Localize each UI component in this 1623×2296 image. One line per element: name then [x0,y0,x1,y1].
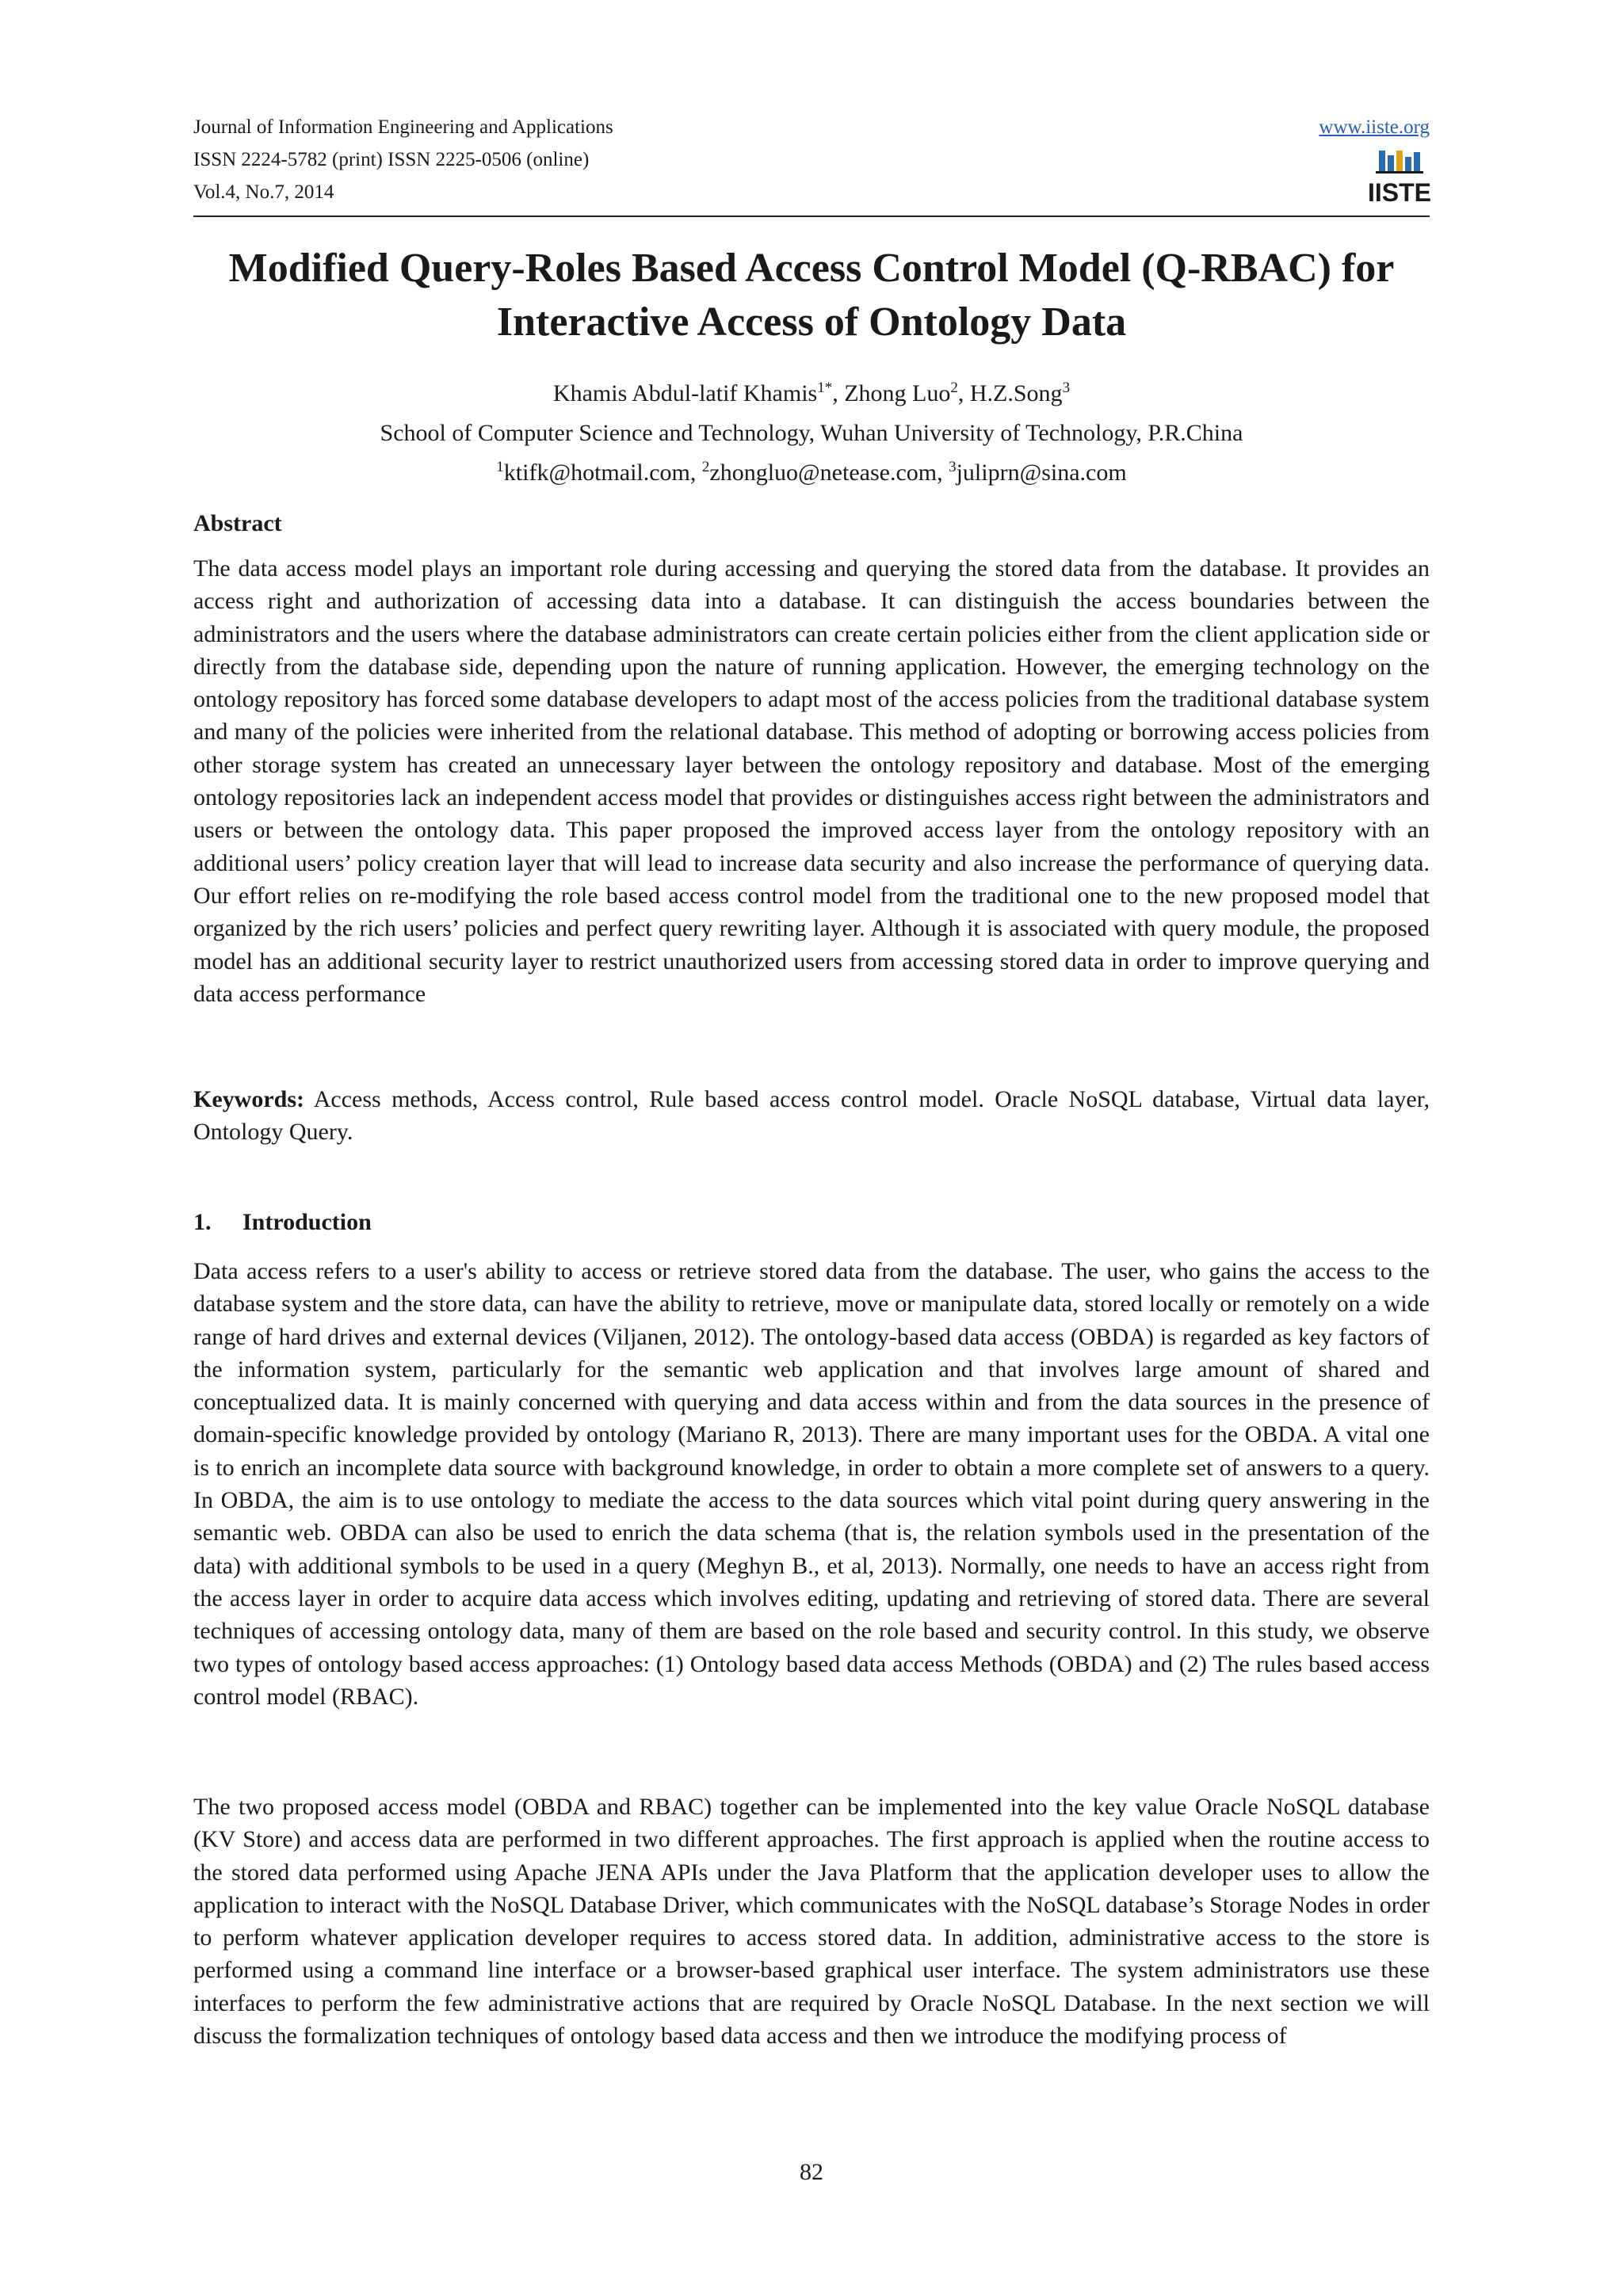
journal-name: Journal of Information Engineering and Applications [193,116,613,138]
keywords-label: Keywords: [193,1086,304,1112]
intro-paragraph-2: The two proposed access model (OBDA and RBAC) together can be implemented into the key value Oracle NoSQL database (KV Store) and access data are performed in two different approaches. The first approach is applied when the routine access to the stored data performed using Apache JENA APIs under the Java Platform that the application developer uses to allow the application to interact with the NoSQL Database Driver, which communicates with the NoSQL database’s Storage Nodes in order to perform whatever application developer requires to access stored data. In addition, administrative access to the store is performed using a command line interface or a browser-based graphical user interface. The system administrators use these interfaces to perform the few administrative actions that are required by Oracle NoSQL Database. In the next section we will discuss the formalization techniques of ontology based data access and then we introduce the modifying process of [193,1794,1430,2050]
iiste-logo [1367,149,1432,207]
journal-issn: ISSN 2224-5782 (print) ISSN 2225-0506 (online) [193,149,590,170]
section-title: Introduction [242,1209,372,1235]
author-names: Khamis Abdul-latif Khamis$^{1*}$, Zhong Luo$^2$, H.Z.Song$^3$ [552,379,1071,406]
title-line-1: Modified Query-Roles Based Access Control Model (Q-RBAC) for [228,246,1395,291]
email-link[interactable]: ktifk@hotmail.com, [503,460,702,486]
author-affiliation: School of Computer Science and Technology, Wuhan University of Technology, P.R.China [380,420,1243,446]
section-number: 1. [193,1209,212,1235]
email-link[interactable]: juliprn@sina.com [956,460,1127,486]
page-number: 82 [800,2159,823,2185]
abstract-text: The data access model plays an important role during accessing and querying the stored data from the database. It provides an access right and authorization of accessing data into a database. It can distinguish the access boundaries between the administrators and the users where the database administrators can create certain policies either from the client application side or directly from the database side, depending upon the nature of running application. However, the emerging technology on the ontology repository has forced some database developers to adapt most of the access policies from the traditional database system and many of the policies were inherited from the relational database. This method of adopting or borrowing access policies from other storage system has created an unnecessary layer between the ontology repository and database. Most of the emerging ontology repositories lack an independent access model that provides or distinguishes access right between the administrators and users or between the ontology data. This paper proposed the improved access layer from the ontology repository with an additional users’ policy creation layer that will lead to increase data security and also increase the performance of querying data. Our effort relies on re-modifying the role based access control model from the traditional one to the new proposed model that organized by the rich users’ policies and perfect query rewriting layer. Although it is associated with query module, the proposed model has an additional security layer to restrict unauthorized users from accessing stored data in order to improve querying and data access performance [193,555,1430,1007]
intro-paragraph-1: Data access refers to a user's ability to access or retrieve stored data from the database. The user, who gains the access to the database system and the store data, can have the ability to retrieve, move or manipulate data, stored locally or remotely on a wide range of hard drives and external devices (Viljanen, 2012). The ontology-based data access (OBDA) is regarded as key factors of the information system, particularly for the semantic web application and that involves large amount of shared and conceptualized data. It is mainly concerned with querying and data access within and from the data sources in the presence of domain-specific knowledge provided by ontology (Mariano R, 2013). There are many important uses for the OBDA. A vital one is to enrich an incomplete data source with background knowledge, in order to obtain a more complete set of answers to a query. In OBDA, the aim is to use ontology to mediate the access to the data sources which vital point during query answering in the semantic web. OBDA can also be used to enrich the data schema (that is, the relation symbols used in the presentation of the data) with additional symbols to be used in a query (Meghyn B., et al, 2013). Normally, one needs to have an access right from the access layer in order to acquire data access which involves editing, updating and retrieving of stored data. There are several techniques of accessing ontology data, many of them are based on the role based and security control. In this study, we observe two types of ontology based access approaches: (1) Ontology based data access Methods (OBDA) and (2) The rules based access control model (RBAC). [193,1258,1430,1710]
journal-volume: Vol.4, No.7, 2014 [193,181,334,203]
svg-text:IISTE: IISTE [1367,178,1432,207]
author-emails: $^1$ktifk@hotmail.com, $^2$zhongluo@netease.com, $^3$juliprn@sina.com [496,459,1127,486]
journal-info [193,111,1430,208]
paper-title [193,242,1430,349]
title-line-2: Interactive Access of Ontology Data [496,299,1127,345]
keywords-text: Access methods, Access control, Rule based access control model. Oracle NoSQL database, Virtual data layer, Ontology Query. [193,1086,1430,1146]
abstract-heading: Abstract [193,510,282,536]
journal-url-link[interactable]: www.iiste.org [1319,116,1430,138]
authors-block [193,374,1430,493]
header-divider [193,215,1430,217]
email-link[interactable]: zhongluo@netease.com, [709,460,949,486]
journal-header [193,111,1430,215]
section-heading-introduction [193,1207,372,1238]
keywords [193,1083,1430,1149]
